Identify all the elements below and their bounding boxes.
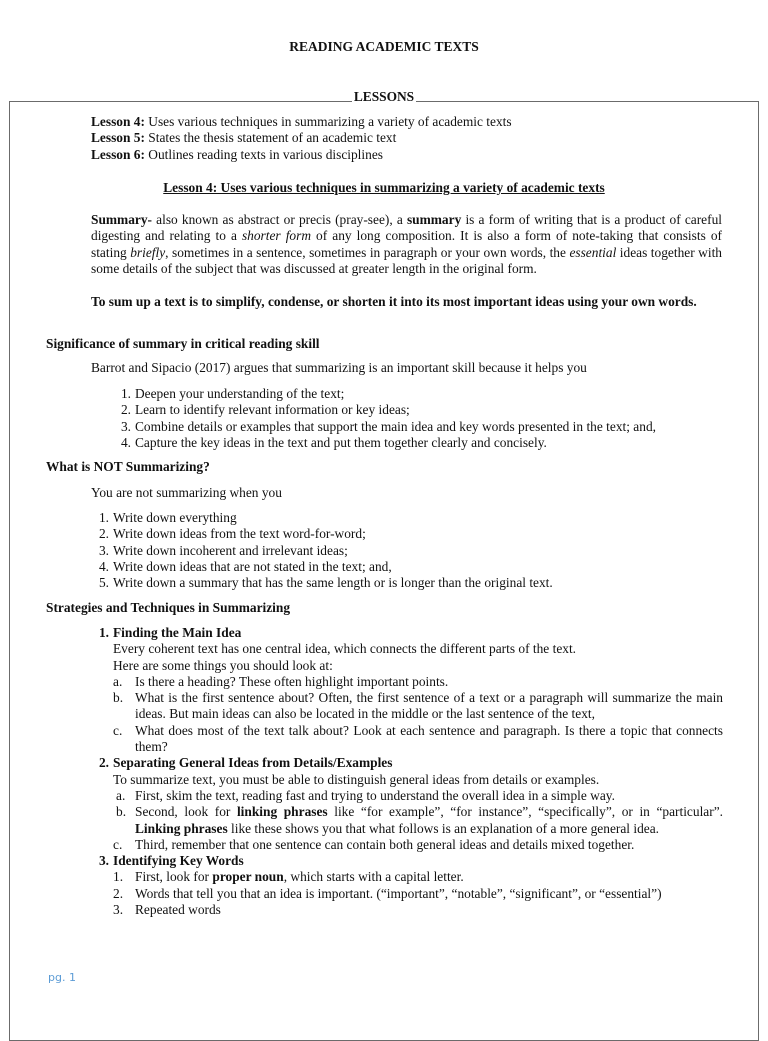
- strategy-text: Every coherent text has one central idea, which connects the different parts of the text.: [113, 641, 577, 657]
- strategy-subitem: 2. Words that tell you that an idea is important. (“important”, “notable”, “significant”, or “essential”): [113, 885, 662, 901]
- lessons-heading: LESSONS: [353, 89, 415, 104]
- lesson-list: [91, 114, 512, 163]
- list-item: 4. Capture the key ideas in the text and put them together clearly and concisely.: [120, 434, 547, 450]
- lesson-subheading: Lesson 4: Uses various techniques in summarizing a variety of academic texts: [163, 180, 605, 195]
- list-item: 2. Write down ideas from the text word-for-word;: [98, 526, 366, 542]
- list-item: 1. Deepen your understanding of the text;: [120, 386, 345, 401]
- list-item: 3. Write down incoherent and irrelevant ideas;: [98, 542, 348, 558]
- strategy-title: 2. Separating General Ideas from Details/Examples: [98, 755, 393, 771]
- strategy-title: 1. Finding the Main Idea: [98, 625, 242, 640]
- lesson-item: Lesson 4: Uses various techniques in summarizing a variety of academic texts: [91, 114, 512, 129]
- strategy-subitem: c. Third, remember that one sentence can contain both general ideas and details mixed together.: [113, 836, 635, 852]
- list-item: 4. Write down ideas that are not stated in the text; and,: [98, 558, 392, 574]
- significance-heading: Significance of summary in critical reading skill: [46, 336, 320, 351]
- strategies-heading: Strategies and Techniques in Summarizing: [46, 600, 291, 615]
- not-summarizing-heading: What is NOT Summarizing?: [46, 459, 210, 474]
- strategy-subitem: 1. First, look for proper noun, which starts with a capital letter.: [113, 869, 464, 885]
- list-item: 5. Write down a summary that has the same length or is longer than the original text.: [98, 575, 553, 591]
- strategy-subitem: a. Is there a heading? These often highlight important points.: [113, 673, 449, 689]
- summary-statement: To sum up a text is to simplify, condense, or shorten it into its most important ideas using your own words.: [91, 294, 697, 309]
- strategy-subitem: 3. Repeated words: [113, 902, 221, 918]
- not-summarizing-intro: You are not summarizing when you: [91, 485, 282, 500]
- strategy-subitem: b. Second, look for linking phrases like “for example”, “for instance”, “specifically”, or in “particular”. Linking phrases like these shows you that what follows is an explanation of a more general idea.: [116, 804, 723, 836]
- significance-intro: Barrot and Sipacio (2017) argues that summarizing is an important skill because it helps you: [91, 360, 587, 375]
- list-item: 1. Write down everything: [98, 510, 237, 525]
- strategy-text: Here are some things you should look at:: [113, 657, 333, 673]
- strategies-list: [91, 625, 723, 918]
- lesson-item: Lesson 5: States the thesis statement of an academic text: [91, 130, 397, 146]
- not-summarizing-list: [91, 510, 711, 591]
- strategy-subitem: a. First, skim the text, reading fast and trying to understand the overall idea in a simple way.: [116, 787, 615, 803]
- strategy-title: 3. Identifying Key Words: [98, 853, 244, 869]
- strategy-subitem: c. What does most of the text talk about? Look at each sentence and paragraph. Is there a topic that connects them?: [113, 722, 723, 755]
- document-title: READING ACADEMIC TEXTS: [289, 39, 479, 54]
- list-item: 2. Learn to identify relevant information or key ideas;: [120, 402, 410, 418]
- page-number: pg. 1: [48, 971, 76, 984]
- list-item: 3. Combine details or examples that support the main idea and key words presented in the text; and,: [120, 418, 656, 434]
- summary-definition: Summary- also known as abstract or precis (pray-see), a summary is a form of writing that is a product of careful digesting and relating to a shorter form of any long composition. It is also a form of note-taking that consists of stating briefly, sometimes in a sentence, sometimes in paragraph or your own words, the essential ideas together with some details of the subject that was discussed at greater length in the original form.: [91, 212, 722, 276]
- strategy-subitem: b. What is the first sentence about? Often, the first sentence of a text or a paragraph will summarize the main ideas. But main ideas can also be located in the middle or the last sentence of the text,: [113, 690, 723, 722]
- lesson-item: Lesson 6: Outlines reading texts in various disciplines: [91, 146, 383, 162]
- strategy-text: To summarize text, you must be able to distinguish general ideas from details or examples.: [113, 771, 600, 787]
- significance-list: [113, 386, 723, 451]
